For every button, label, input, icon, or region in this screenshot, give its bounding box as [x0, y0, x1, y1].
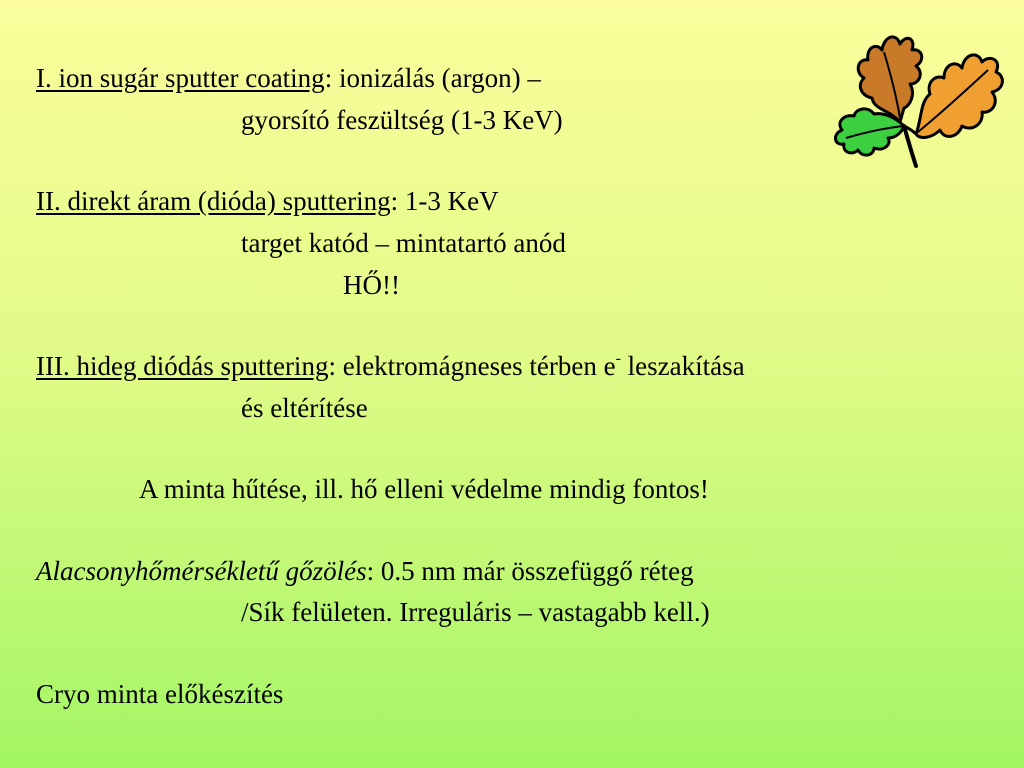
section2-heading	[36, 185, 499, 217]
section2-text: : 1-3 KeV	[390, 186, 499, 216]
section1-text: : ionizálás (argon) –	[324, 63, 541, 93]
oak-leaves-icon	[812, 14, 1012, 174]
section4-title: Alacsonyhőmérsékletű gőzölés	[36, 556, 367, 586]
electron-superscript: -	[615, 350, 621, 367]
section1-title: I. ion sugár sputter coating	[36, 63, 325, 93]
section3-title: III. hideg diódás sputtering	[36, 351, 329, 381]
footer-text: Cryo minta előkészítés	[36, 679, 284, 709]
section1-heading	[36, 62, 541, 94]
section3-text: : elektromágneses térben e	[328, 351, 616, 381]
section3-line2: és eltérítése	[241, 393, 368, 423]
section4-text: : 0.5 nm már összefüggő réteg	[366, 556, 694, 586]
section1-line2: gyorsító feszültség (1-3 KeV)	[241, 105, 563, 135]
cooling-note: A minta hűtése, ill. hő elleni védelme mindig fontos!	[139, 474, 709, 504]
section2-line2: target katód – mintatartó anód	[241, 228, 566, 258]
section3-heading	[36, 350, 745, 382]
section2-line3: HŐ!!	[343, 270, 400, 300]
section4-line2: /Sík felületen. Irreguláris – vastagabb kell.)	[241, 597, 710, 627]
section3-text-after: leszakítása	[620, 351, 745, 381]
section2-title: II. direkt áram (dióda) sputtering	[36, 186, 391, 216]
section4-heading	[36, 555, 694, 587]
